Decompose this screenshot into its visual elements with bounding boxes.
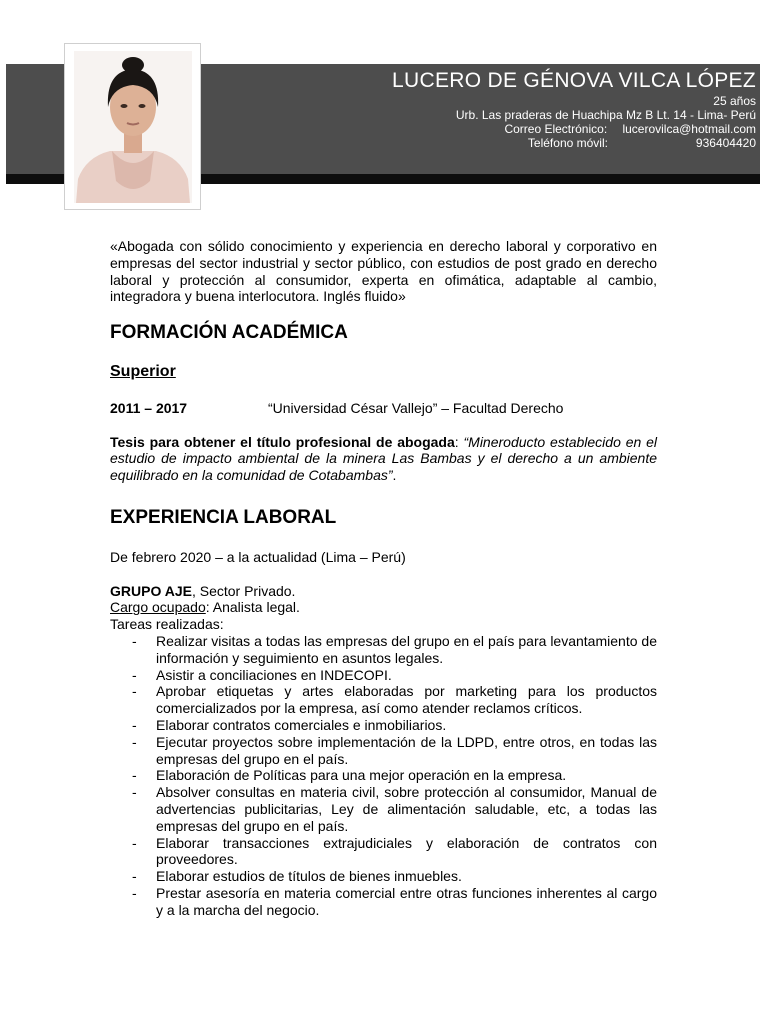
resume-body	[110, 238, 657, 919]
list-item: - Elaborar transacciones extrajudiciales y elaboración de contratos con proveedores.	[132, 834, 657, 868]
task-list	[110, 633, 657, 919]
task-text: Elaboración de Políticas para una mejor operación en la empresa.	[156, 767, 567, 784]
email-value: lucerovilca@hotmail.com	[622, 122, 756, 136]
task-text: Elaborar transacciones extrajudiciales y elaboración de contratos con proveedores.	[156, 834, 657, 868]
education-years: 2011 – 2017	[110, 399, 188, 416]
experience-period: De febrero 2020 – a la actualidad (Lima – Perú)	[110, 548, 406, 565]
list-item: - Asistir a conciliaciones en INDECOPI.	[132, 666, 392, 683]
profile-summary: «Abogada con sólido conocimiento y experiencia en derecho laboral y corporativo en empresas del sector industrial y sector público, con estudios de post grado en derecho laboral y protección al consumidor, experta en ofimática, adaptable al cambio, integradora y buena interlocutora. Inglés fluido»	[110, 238, 657, 305]
role-line	[110, 599, 657, 616]
education-institution: “Universidad César Vallejo” – Facultad Derecho	[268, 399, 564, 416]
education-entry	[110, 400, 657, 417]
task-text: Asistir a conciliaciones en INDECOPI.	[156, 666, 392, 683]
candidate-age: 25 años	[713, 94, 756, 108]
role-value: : Analista legal.	[205, 599, 300, 616]
list-item: - Absolver consultas en materia civil, sobre protección al consumidor, Manual de advertencias publicitarias, Ley de alimentación saludable, etc, a todas las empresas del grupo en el país.	[132, 784, 657, 834]
phone-value: 936404420	[695, 136, 756, 150]
list-item: - Aprobar etiquetas y artes elaboradas por marketing para los productos comercializados por la empresa, así como atender reclamos críticos.	[132, 683, 657, 717]
list-item: - Elaborar estudios de títulos de bienes inmuebles.	[132, 868, 462, 885]
task-text: Realizar visitas a todas las empresas del grupo en el país para levantamiento de información y seguimiento en asuntos legales.	[156, 632, 657, 666]
role-label: Cargo ocupado	[110, 599, 206, 616]
task-text: Absolver consultas en materia civil, sobre protección al consumidor, Manual de advertencias publicitarias, Ley de alimentación saludable, etc, a todas las empresas del grupo en el país.	[156, 784, 657, 834]
candidate-address: Urb. Las praderas de Huachipa Mz B Lt. 14 - Lima- Perú	[455, 108, 756, 122]
list-item: - Prestar asesoría en materia comercial entre otras funciones inherentes al cargo y a la marcha del negocio.	[132, 884, 657, 918]
list-item: - Elaboración de Políticas para una mejor operación en la empresa.	[132, 767, 567, 784]
thesis-separator: :	[454, 433, 464, 450]
tasks-label: Tareas realizadas:	[110, 616, 224, 633]
list-item: - Realizar visitas a todas las empresas del grupo en el país para levantamiento de información y seguimiento en asuntos legales.	[132, 632, 657, 666]
thesis-label: Tesis para obtener el título profesional de abogada	[110, 433, 455, 450]
task-text: Prestar asesoría en materia comercial entre otras funciones inherentes al cargo y a la marcha del negocio.	[156, 884, 657, 918]
header-info	[196, 68, 756, 150]
education-title: FORMACIÓN ACADÉMICA	[110, 322, 348, 344]
education-level: Superior	[110, 362, 176, 380]
candidate-name: LUCERO DE GÉNOVA VILCA LÓPEZ	[392, 69, 756, 92]
experience-title: EXPERIENCIA LABORAL	[110, 506, 337, 528]
company-line	[110, 583, 657, 600]
thesis-title: “Mineroducto establecido en el estudio de impacto ambiental de la minera Las Bambas y el derecho a un ambiente equilibrado en la comunidad de Cotabambas”	[110, 433, 658, 484]
company-sector: , Sector Privado.	[191, 582, 296, 599]
list-item: - Ejecutar proyectos sobre implementación de la LDPD, entre otros, en todas las empresas del grupo en el país.	[132, 733, 657, 767]
email-label: Correo Electrónico:	[504, 122, 608, 136]
company-name: GRUPO AJE	[110, 582, 192, 599]
list-item: - Elaborar contratos comerciales e inmobiliarios.	[132, 716, 447, 733]
thesis-end: .	[392, 467, 397, 484]
thesis-paragraph	[110, 434, 657, 484]
email-row	[196, 122, 756, 136]
phone-label: Teléfono móvil:	[527, 136, 608, 150]
profile-photo-frame	[64, 43, 201, 210]
phone-row	[196, 136, 756, 150]
task-text: Ejecutar proyectos sobre implementación de la LDPD, entre otros, en todas las empresas del grupo en el país.	[156, 733, 657, 767]
task-text: Elaborar estudios de títulos de bienes inmuebles.	[156, 868, 462, 885]
profile-photo	[74, 51, 192, 203]
task-text: Elaborar contratos comerciales e inmobiliarios.	[156, 716, 447, 733]
task-text: Aprobar etiquetas y artes elaboradas por marketing para los productos comercializados por la empresa, así como atender reclamos críticos.	[156, 683, 657, 717]
